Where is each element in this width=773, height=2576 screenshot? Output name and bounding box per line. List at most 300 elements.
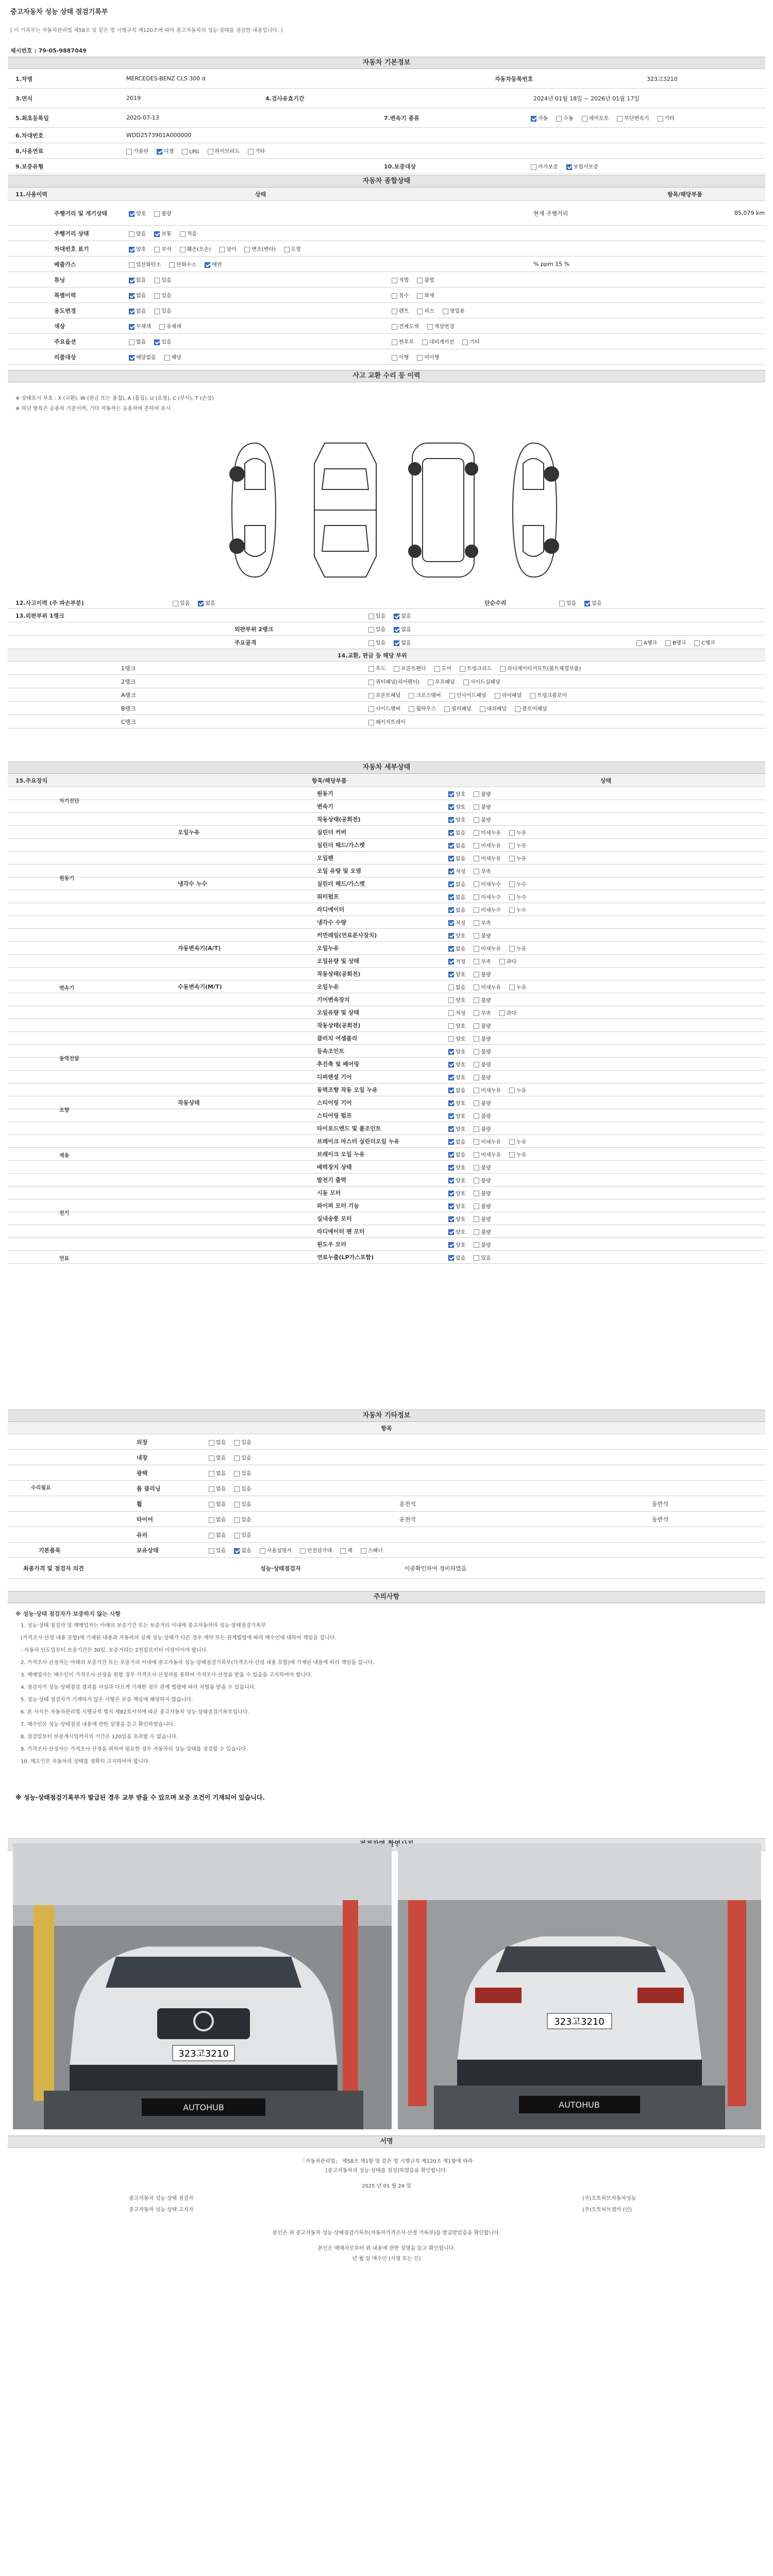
detail-checkbox[interactable] [474, 869, 479, 874]
overall-option[interactable] [205, 260, 222, 268]
misc-option[interactable] [234, 1484, 251, 1492]
overall-extra-option[interactable] [392, 353, 409, 361]
misc-option[interactable] [209, 1438, 226, 1446]
damage-part-checkbox[interactable] [409, 693, 414, 699]
detail-checkbox[interactable] [509, 894, 515, 900]
detail-checkbox[interactable] [474, 817, 479, 823]
damage-part-checkbox[interactable] [434, 666, 440, 672]
overall-option[interactable] [154, 337, 171, 345]
misc-option[interactable] [234, 1469, 251, 1477]
detail-option[interactable] [448, 906, 465, 913]
detail-option[interactable] [448, 1086, 465, 1094]
detail-checkbox[interactable] [448, 869, 454, 874]
misc-option[interactable] [234, 1515, 251, 1523]
detail-option[interactable] [448, 816, 465, 823]
detail-option[interactable] [448, 1112, 465, 1120]
detail-option[interactable] [509, 854, 526, 862]
transmission-option[interactable] [617, 114, 649, 122]
detail-checkbox[interactable] [474, 959, 479, 964]
overall-extra-checkbox[interactable] [417, 278, 423, 283]
detail-checkbox[interactable] [448, 1178, 454, 1183]
detail-option[interactable] [509, 944, 526, 952]
damage-part-checkbox[interactable] [500, 666, 506, 672]
detail-checkbox[interactable] [448, 1152, 454, 1158]
detail-option[interactable] [474, 983, 501, 991]
damage-rank-option[interactable] [368, 638, 385, 646]
overall-checkbox[interactable] [244, 247, 250, 252]
simple-repair-checkbox[interactable] [559, 601, 565, 606]
transmission-option[interactable] [556, 114, 573, 122]
damage-part-checkbox[interactable] [368, 680, 374, 685]
damage-part-option[interactable] [444, 704, 472, 712]
overall-checkbox[interactable] [129, 309, 135, 314]
damage-part-option[interactable] [368, 664, 385, 672]
detail-checkbox[interactable] [448, 1204, 454, 1209]
basic-items-option[interactable] [340, 1546, 352, 1554]
detail-checkbox[interactable] [509, 985, 515, 990]
overall-extra-option[interactable] [392, 291, 409, 299]
detail-checkbox[interactable] [474, 1139, 479, 1145]
detail-checkbox[interactable] [474, 1126, 479, 1132]
detail-checkbox[interactable] [474, 1036, 479, 1042]
detail-checkbox[interactable] [474, 985, 479, 990]
detail-option[interactable] [448, 1125, 465, 1132]
misc-option[interactable] [209, 1515, 226, 1523]
overall-checkbox[interactable] [205, 262, 210, 268]
simple-repair-option[interactable] [584, 599, 601, 606]
detail-checkbox[interactable] [448, 997, 454, 1003]
overall-checkbox[interactable] [284, 247, 290, 252]
detail-option[interactable] [448, 880, 465, 888]
overall-option[interactable] [244, 245, 275, 252]
detail-checkbox[interactable] [474, 1010, 479, 1016]
overall-extra-option[interactable] [392, 307, 409, 314]
detail-checkbox[interactable] [509, 843, 515, 849]
overall-extra-checkbox[interactable] [417, 355, 423, 361]
basic-items-checkbox[interactable] [300, 1548, 306, 1554]
detail-checkbox[interactable] [499, 1010, 505, 1016]
damage-part-option[interactable] [449, 691, 486, 699]
damage-part-option[interactable] [368, 704, 400, 712]
detail-checkbox[interactable] [474, 997, 479, 1003]
detail-checkbox[interactable] [474, 1229, 479, 1235]
detail-checkbox[interactable] [474, 1152, 479, 1158]
overall-option[interactable] [154, 229, 171, 237]
detail-option[interactable] [474, 803, 491, 810]
detail-checkbox[interactable] [474, 946, 479, 952]
overall-option[interactable] [154, 209, 171, 217]
detail-checkbox[interactable] [448, 959, 454, 964]
detail-checkbox[interactable] [448, 1062, 454, 1067]
warranty-option[interactable] [531, 162, 558, 170]
detail-checkbox[interactable] [448, 894, 454, 900]
frame-rank-option[interactable] [694, 638, 715, 646]
detail-checkbox[interactable] [509, 856, 515, 861]
detail-option[interactable] [448, 867, 465, 875]
damage-rank-checkbox[interactable] [368, 640, 374, 646]
damage-part-option[interactable] [500, 664, 581, 672]
detail-checkbox[interactable] [448, 1010, 454, 1016]
detail-checkbox[interactable] [474, 856, 479, 861]
damage-part-option[interactable] [428, 677, 455, 685]
damage-rank-checkbox[interactable] [394, 627, 399, 633]
misc-checkbox[interactable] [209, 1502, 214, 1507]
detail-checkbox[interactable] [474, 1165, 479, 1171]
detail-checkbox[interactable] [448, 1165, 454, 1171]
detail-option[interactable] [474, 1125, 491, 1132]
damage-part-option[interactable] [409, 691, 441, 699]
frame-rank-option[interactable] [636, 638, 657, 646]
overall-extra-checkbox[interactable] [392, 309, 397, 314]
overall-checkbox[interactable] [154, 293, 160, 299]
detail-option[interactable] [448, 970, 465, 978]
misc-option[interactable] [234, 1453, 251, 1461]
overall-checkbox[interactable] [180, 247, 186, 252]
detail-checkbox[interactable] [448, 1216, 454, 1222]
accident-checkbox[interactable] [198, 601, 204, 606]
detail-option[interactable] [499, 957, 516, 965]
overall-checkbox[interactable] [159, 324, 165, 330]
damage-part-option[interactable] [480, 704, 507, 712]
detail-checkbox[interactable] [448, 1139, 454, 1145]
overall-option[interactable] [154, 245, 171, 252]
overall-extra-checkbox[interactable] [443, 309, 448, 314]
overall-extra-option[interactable] [392, 322, 419, 330]
damage-part-option[interactable] [409, 704, 436, 712]
detail-option[interactable] [474, 790, 491, 798]
overall-option[interactable] [164, 353, 181, 361]
detail-option[interactable] [499, 1009, 516, 1016]
detail-checkbox[interactable] [448, 830, 454, 836]
overall-checkbox[interactable] [129, 211, 135, 217]
damage-part-checkbox[interactable] [368, 666, 374, 672]
detail-checkbox[interactable] [448, 1023, 454, 1029]
damage-part-option[interactable] [394, 664, 426, 672]
detail-checkbox[interactable] [474, 1113, 479, 1119]
damage-part-option[interactable] [530, 691, 567, 699]
detail-option[interactable] [474, 1047, 491, 1055]
overall-checkbox[interactable] [129, 293, 135, 299]
detail-option[interactable] [448, 828, 465, 836]
detail-checkbox[interactable] [474, 843, 479, 849]
damage-part-option[interactable] [463, 677, 500, 685]
detail-option[interactable] [448, 841, 465, 849]
detail-checkbox[interactable] [474, 1049, 479, 1055]
detail-option[interactable] [474, 970, 491, 978]
overall-option[interactable] [159, 322, 181, 330]
overall-option[interactable] [169, 260, 196, 268]
detail-checkbox[interactable] [448, 817, 454, 823]
damage-part-checkbox[interactable] [394, 666, 399, 672]
detail-option[interactable] [448, 1073, 465, 1081]
detail-option[interactable] [448, 1060, 465, 1068]
detail-checkbox[interactable] [474, 791, 479, 797]
detail-checkbox[interactable] [509, 882, 515, 887]
overall-extra-option[interactable] [422, 337, 454, 345]
overall-option[interactable] [129, 307, 146, 314]
detail-checkbox[interactable] [474, 1204, 479, 1209]
detail-checkbox[interactable] [448, 1242, 454, 1248]
detail-option[interactable] [448, 983, 465, 991]
overall-option[interactable] [154, 291, 171, 299]
overall-option[interactable] [129, 353, 156, 361]
detail-option[interactable] [448, 1009, 465, 1016]
fuel-checkbox[interactable] [248, 149, 254, 155]
misc-option[interactable] [209, 1531, 226, 1538]
detail-option[interactable] [448, 1176, 465, 1184]
detail-option[interactable] [448, 1163, 465, 1171]
detail-checkbox[interactable] [448, 985, 454, 990]
damage-rank-option[interactable] [394, 625, 411, 633]
basic-items-option[interactable] [260, 1546, 292, 1554]
overall-extra-option[interactable] [417, 353, 439, 361]
simple-repair-checkbox[interactable] [584, 601, 590, 606]
detail-checkbox[interactable] [448, 791, 454, 797]
damage-rank-checkbox[interactable] [394, 614, 399, 619]
detail-checkbox[interactable] [474, 1100, 479, 1106]
detail-option[interactable] [474, 1241, 491, 1248]
detail-checkbox[interactable] [448, 1113, 454, 1119]
fuel-option[interactable] [248, 147, 265, 155]
misc-checkbox[interactable] [234, 1455, 240, 1461]
fuel-checkbox[interactable] [126, 149, 132, 155]
detail-option[interactable] [448, 1150, 465, 1158]
basic-items-option[interactable] [361, 1546, 383, 1554]
detail-checkbox[interactable] [448, 972, 454, 977]
overall-option[interactable] [219, 245, 236, 252]
misc-option[interactable] [234, 1531, 251, 1538]
misc-option[interactable] [209, 1500, 226, 1507]
detail-checkbox[interactable] [499, 959, 505, 964]
detail-option[interactable] [474, 1202, 491, 1210]
detail-option[interactable] [474, 1099, 491, 1107]
detail-option[interactable] [448, 1202, 465, 1210]
detail-option[interactable] [448, 1241, 465, 1248]
detail-option[interactable] [509, 1086, 526, 1094]
misc-checkbox[interactable] [234, 1440, 240, 1446]
detail-option[interactable] [509, 906, 526, 913]
accident-option[interactable] [198, 599, 215, 606]
damage-part-checkbox[interactable] [460, 666, 465, 672]
overall-extra-option[interactable] [443, 307, 465, 314]
detail-checkbox[interactable] [448, 1191, 454, 1196]
overall-option[interactable] [129, 209, 146, 217]
damage-part-checkbox[interactable] [409, 706, 414, 712]
basic-items-checkbox[interactable] [260, 1548, 265, 1554]
detail-option[interactable] [448, 1189, 465, 1197]
overall-extra-option[interactable] [427, 322, 455, 330]
transmission-option[interactable] [582, 114, 609, 122]
detail-option[interactable] [474, 944, 501, 952]
overall-option[interactable] [129, 229, 146, 237]
misc-checkbox[interactable] [234, 1517, 240, 1523]
damage-part-checkbox[interactable] [480, 706, 485, 712]
transmission-checkbox[interactable] [658, 116, 663, 122]
detail-option[interactable] [448, 1253, 465, 1261]
overall-extra-checkbox[interactable] [422, 340, 428, 345]
damage-part-checkbox[interactable] [368, 720, 374, 725]
detail-option[interactable] [448, 893, 465, 901]
detail-option[interactable] [509, 841, 526, 849]
detail-option[interactable] [474, 1176, 491, 1184]
detail-option[interactable] [448, 790, 465, 798]
damage-part-option[interactable] [434, 664, 451, 672]
detail-option[interactable] [509, 828, 526, 836]
frame-rank-checkbox[interactable] [665, 640, 671, 646]
overall-checkbox[interactable] [219, 247, 225, 252]
basic-items-checkbox[interactable] [340, 1548, 346, 1554]
overall-checkbox[interactable] [129, 340, 135, 345]
detail-option[interactable] [474, 906, 501, 913]
transmission-option[interactable] [531, 114, 548, 122]
detail-option[interactable] [448, 1138, 465, 1145]
basic-items-checkbox[interactable] [209, 1548, 214, 1554]
detail-checkbox[interactable] [474, 933, 479, 939]
overall-extra-option[interactable] [392, 337, 414, 345]
detail-option[interactable] [474, 1073, 491, 1081]
detail-checkbox[interactable] [448, 1100, 454, 1106]
overall-checkbox[interactable] [129, 231, 135, 237]
detail-option[interactable] [474, 854, 501, 862]
misc-option[interactable] [234, 1500, 251, 1507]
damage-part-option[interactable] [515, 704, 547, 712]
detail-option[interactable] [474, 931, 491, 939]
damage-part-checkbox[interactable] [463, 680, 469, 685]
detail-checkbox[interactable] [474, 1023, 479, 1029]
detail-checkbox[interactable] [509, 1088, 515, 1093]
overall-option[interactable] [129, 245, 146, 252]
misc-option[interactable] [234, 1438, 251, 1446]
frame-rank-option[interactable] [665, 638, 686, 646]
overall-extra-checkbox[interactable] [392, 324, 397, 330]
detail-option[interactable] [448, 1035, 465, 1042]
detail-option[interactable] [474, 1150, 501, 1158]
damage-part-checkbox[interactable] [428, 680, 433, 685]
detail-checkbox[interactable] [474, 1062, 479, 1067]
detail-option[interactable] [474, 1009, 491, 1016]
overall-extra-checkbox[interactable] [392, 293, 397, 299]
damage-part-option[interactable] [460, 664, 492, 672]
basic-items-option[interactable] [209, 1546, 226, 1554]
detail-option[interactable] [474, 1022, 491, 1029]
detail-checkbox[interactable] [474, 972, 479, 977]
fuel-option[interactable] [208, 147, 240, 155]
fuel-option[interactable] [126, 147, 148, 155]
detail-checkbox[interactable] [474, 1255, 479, 1261]
damage-part-checkbox[interactable] [530, 693, 535, 699]
fuel-checkbox[interactable] [157, 149, 162, 155]
detail-checkbox[interactable] [474, 1191, 479, 1196]
detail-option[interactable] [474, 1253, 491, 1261]
simple-repair-option[interactable] [559, 599, 576, 606]
accident-checkbox[interactable] [173, 601, 178, 606]
detail-option[interactable] [448, 1099, 465, 1107]
detail-option[interactable] [509, 1138, 526, 1145]
detail-checkbox[interactable] [448, 946, 454, 952]
detail-checkbox[interactable] [448, 1229, 454, 1235]
overall-checkbox[interactable] [129, 324, 135, 330]
damage-part-checkbox[interactable] [368, 693, 374, 699]
detail-option[interactable] [448, 1228, 465, 1235]
detail-option[interactable] [474, 1035, 491, 1042]
detail-option[interactable] [474, 880, 501, 888]
detail-option[interactable] [448, 803, 465, 810]
detail-checkbox[interactable] [474, 1088, 479, 1093]
misc-checkbox[interactable] [234, 1471, 240, 1477]
detail-option[interactable] [474, 893, 501, 901]
transmission-checkbox[interactable] [617, 116, 623, 122]
detail-option[interactable] [474, 867, 491, 875]
detail-option[interactable] [448, 957, 465, 965]
detail-option[interactable] [474, 1060, 491, 1068]
damage-rank-option[interactable] [394, 638, 411, 646]
overall-extra-checkbox[interactable] [392, 355, 397, 361]
detail-checkbox[interactable] [448, 1255, 454, 1261]
overall-option[interactable] [180, 229, 197, 237]
detail-option[interactable] [474, 1189, 491, 1197]
detail-checkbox[interactable] [448, 1075, 454, 1080]
detail-option[interactable] [474, 816, 491, 823]
detail-option[interactable] [448, 919, 465, 926]
overall-checkbox[interactable] [129, 355, 135, 361]
detail-checkbox[interactable] [448, 1049, 454, 1055]
detail-option[interactable] [448, 1047, 465, 1055]
overall-checkbox[interactable] [154, 309, 160, 314]
detail-option[interactable] [509, 880, 526, 888]
transmission-checkbox[interactable] [556, 116, 562, 122]
detail-checkbox[interactable] [474, 1242, 479, 1248]
detail-checkbox[interactable] [474, 1178, 479, 1183]
misc-checkbox[interactable] [209, 1440, 214, 1446]
fuel-checkbox[interactable] [208, 149, 213, 155]
overall-option[interactable] [129, 276, 146, 283]
detail-option[interactable] [509, 893, 526, 901]
detail-option[interactable] [474, 1163, 491, 1171]
fuel-option[interactable] [182, 149, 199, 155]
detail-option[interactable] [474, 828, 501, 836]
detail-checkbox[interactable] [448, 1126, 454, 1132]
damage-part-option[interactable] [368, 718, 406, 725]
detail-option[interactable] [474, 919, 491, 926]
fuel-checkbox[interactable] [182, 149, 188, 155]
detail-option[interactable] [474, 996, 491, 1004]
overall-extra-checkbox[interactable] [462, 340, 468, 345]
detail-checkbox[interactable] [448, 907, 454, 913]
damage-rank-checkbox[interactable] [368, 614, 374, 619]
overall-checkbox[interactable] [129, 262, 135, 268]
misc-checkbox[interactable] [209, 1517, 214, 1523]
frame-rank-checkbox[interactable] [694, 640, 700, 646]
detail-checkbox[interactable] [448, 856, 454, 861]
overall-extra-option[interactable] [417, 307, 434, 314]
detail-checkbox[interactable] [448, 933, 454, 939]
overall-checkbox[interactable] [180, 231, 186, 237]
warranty-checkbox[interactable] [566, 164, 572, 170]
overall-checkbox[interactable] [129, 278, 135, 283]
detail-checkbox[interactable] [474, 1216, 479, 1222]
transmission-checkbox[interactable] [531, 116, 536, 122]
overall-extra-checkbox[interactable] [392, 278, 397, 283]
overall-checkbox[interactable] [129, 247, 135, 252]
misc-option[interactable] [209, 1469, 226, 1477]
detail-option[interactable] [474, 957, 491, 965]
overall-extra-checkbox[interactable] [417, 293, 423, 299]
detail-option[interactable] [474, 1215, 491, 1223]
detail-checkbox[interactable] [509, 1152, 515, 1158]
damage-part-option[interactable] [368, 677, 419, 685]
overall-extra-option[interactable] [417, 291, 434, 299]
misc-checkbox[interactable] [209, 1455, 214, 1461]
